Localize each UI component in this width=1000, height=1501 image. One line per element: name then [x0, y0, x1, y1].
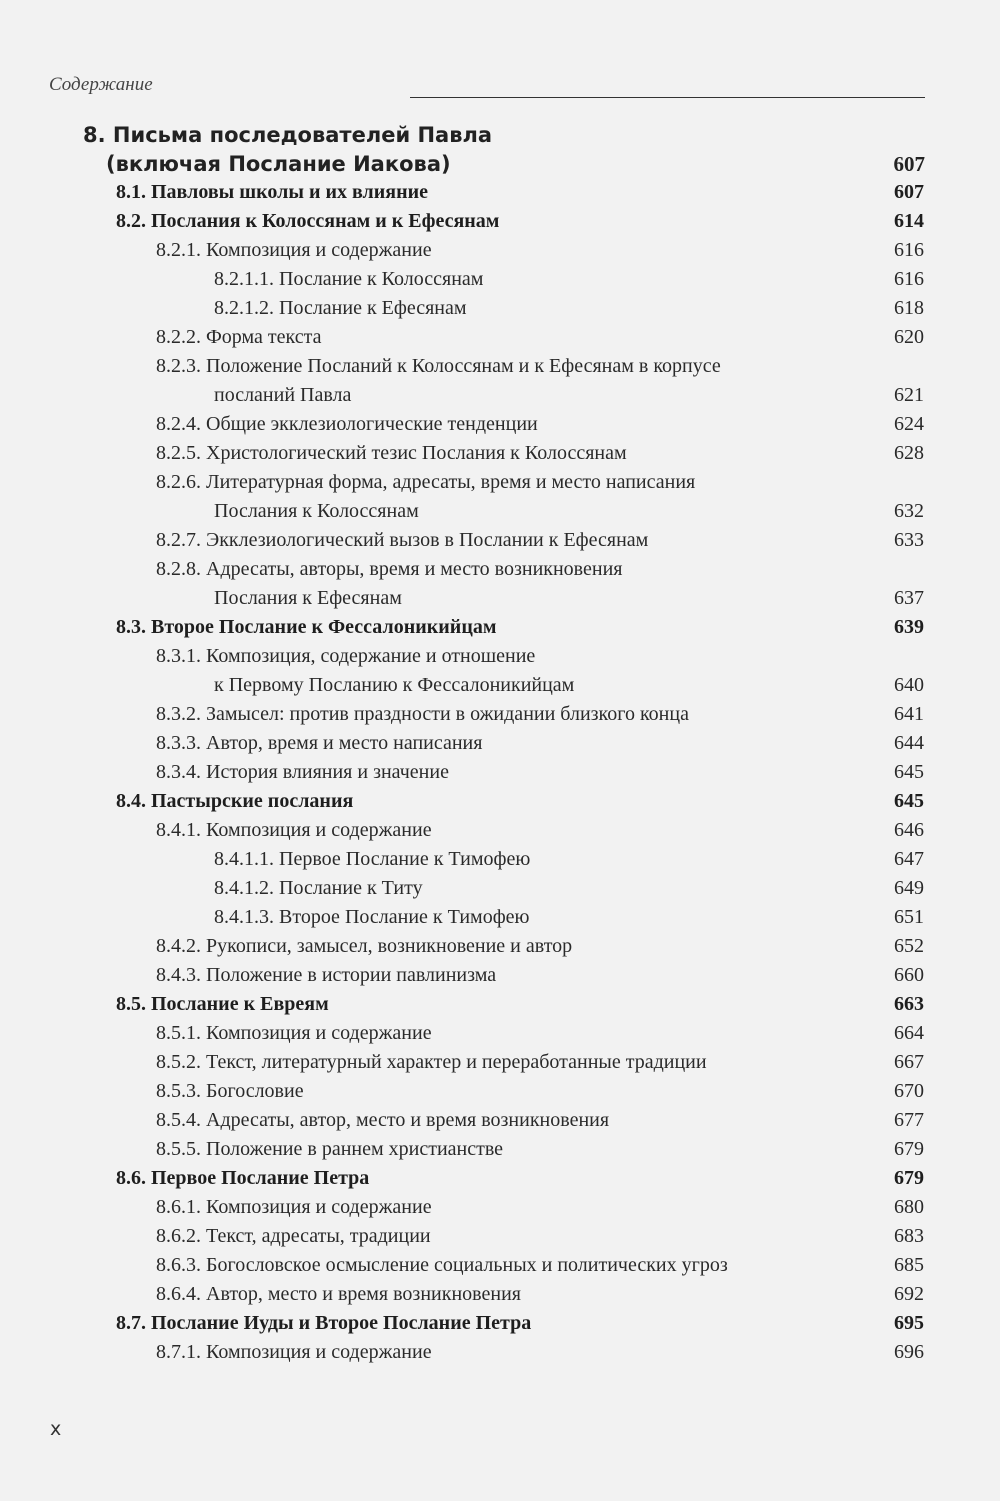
chapter-title-line2: (включая Послание Иакова) [106, 152, 451, 176]
toc-entry [0, 555, 1000, 584]
toc-entry-label: 8.4.1.1. Первое Послание к Тимофею [214, 848, 531, 870]
toc-entry-page: 677 [894, 1109, 924, 1131]
toc-entry-page: 679 [894, 1167, 924, 1189]
toc-entry-label: 8.2.6. Литературная форма, адресаты, время и место написания [156, 471, 696, 493]
toc-entry-label: 8.2.1. Композиция и содержание [156, 239, 432, 261]
toc-entry-page: 685 [894, 1254, 924, 1276]
toc-entry [0, 1280, 1000, 1309]
toc-entry [0, 787, 1000, 816]
toc-entry-label: 8.2.2. Форма текста [156, 326, 322, 348]
toc-entry-label: 8.2.3. Положение Посланий к Колоссянам и к Ефесянам в корпусе [156, 355, 721, 377]
toc-entry [0, 294, 1000, 323]
toc-entry [0, 990, 1000, 1019]
chapter-title-line2-row [83, 150, 925, 178]
toc-entry-page: 640 [894, 674, 924, 696]
toc-entry-page: 652 [894, 935, 924, 957]
toc-entry-page: 692 [894, 1283, 924, 1305]
running-header: Содержание [49, 74, 153, 95]
toc-entry-page: 628 [894, 442, 924, 464]
toc-entry [0, 1077, 1000, 1106]
toc-entry [0, 584, 1000, 613]
toc-entry-label: 8.5.4. Адресаты, автор, место и время возникновения [156, 1109, 610, 1131]
toc-entry [0, 1048, 1000, 1077]
toc-entry-page: 641 [894, 703, 924, 725]
toc-entry [0, 1135, 1000, 1164]
toc-entry [0, 874, 1000, 903]
toc-entry-page: 632 [894, 500, 924, 522]
toc-entry-page: 607 [894, 181, 924, 203]
toc-entry-page: 616 [894, 268, 924, 290]
toc-entry-label: 8.4.3. Положение в истории павлинизма [156, 964, 497, 986]
toc-entry [0, 1251, 1000, 1280]
toc-entry-label: 8.2.8. Адресаты, авторы, время и место возникновения [156, 558, 623, 580]
table-of-contents [0, 178, 1000, 1367]
toc-entry-label: Послания к Ефесянам [214, 587, 402, 609]
toc-entry-label: 8.5.1. Композиция и содержание [156, 1022, 432, 1044]
toc-entry [0, 700, 1000, 729]
toc-entry [0, 613, 1000, 642]
toc-entry-label: 8.5. Послание к Евреям [116, 993, 329, 1015]
toc-entry-label: 8.2.1.1. Послание к Колоссянам [214, 268, 484, 290]
toc-entry-label: 8.6. Первое Послание Петра [116, 1167, 370, 1189]
chapter-title-line1: 8. Письма последователей Павла [83, 123, 493, 147]
toc-entry-page: 683 [894, 1225, 924, 1247]
toc-entry-page: 639 [894, 616, 924, 638]
toc-entry-label: 8.2.5. Христологический тезис Послания к Колоссянам [156, 442, 627, 464]
toc-entry [0, 816, 1000, 845]
toc-entry-page: 616 [894, 239, 924, 261]
toc-entry [0, 526, 1000, 555]
toc-entry-label: 8.1. Павловы школы и их влияние [116, 181, 429, 203]
toc-entry [0, 381, 1000, 410]
toc-entry [0, 642, 1000, 671]
toc-entry-label: 8.6.1. Композиция и содержание [156, 1196, 432, 1218]
toc-entry-page: 695 [894, 1312, 924, 1334]
toc-entry-page: 644 [894, 732, 924, 754]
toc-entry [0, 497, 1000, 526]
toc-entry-page: 696 [894, 1341, 924, 1363]
toc-entry-page: 663 [894, 993, 924, 1015]
toc-entry [0, 932, 1000, 961]
toc-entry-page: 618 [894, 297, 924, 319]
toc-entry [0, 178, 1000, 207]
toc-entry-label: 8.2.7. Экклезиологический вызов в Послании к Ефесянам [156, 529, 649, 551]
toc-entry [0, 903, 1000, 932]
toc-entry-page: 637 [894, 587, 924, 609]
toc-entry-label: 8.2.4. Общие экклезиологические тенденции [156, 413, 538, 435]
toc-entry-label: 8.5.2. Текст, литературный характер и переработанные традиции [156, 1051, 707, 1073]
toc-entry-page: 633 [894, 529, 924, 551]
toc-entry-label: 8.6.2. Текст, адресаты, традиции [156, 1225, 431, 1247]
toc-entry-page: 670 [894, 1080, 924, 1102]
toc-entry-label: 8.3.3. Автор, время и место написания [156, 732, 483, 754]
toc-entry-label: 8.7.1. Композиция и содержание [156, 1341, 432, 1363]
toc-entry-page: 645 [894, 790, 924, 812]
toc-entry [0, 1019, 1000, 1048]
toc-entry [0, 1106, 1000, 1135]
toc-entry [0, 1338, 1000, 1367]
toc-entry-label: 8.3. Второе Послание к Фессалоникийцам [116, 616, 497, 638]
toc-entry-label: 8.2.1.2. Послание к Ефесянам [214, 297, 467, 319]
toc-entry-page: 660 [894, 964, 924, 986]
toc-entry-label: 8.3.4. История влияния и значение [156, 761, 449, 783]
toc-entry-label: 8.4.1.2. Послание к Титу [214, 877, 423, 899]
toc-entry [0, 352, 1000, 381]
toc-entry-page: 645 [894, 761, 924, 783]
toc-entry [0, 236, 1000, 265]
toc-entry-page: 680 [894, 1196, 924, 1218]
toc-entry [0, 207, 1000, 236]
toc-entry-page: 679 [894, 1138, 924, 1160]
toc-entry [0, 410, 1000, 439]
toc-entry [0, 845, 1000, 874]
toc-entry-page: 624 [894, 413, 924, 435]
toc-entry [0, 1193, 1000, 1222]
chapter-page-number: 607 [893, 152, 925, 176]
toc-entry-label: Послания к Колоссянам [214, 500, 419, 522]
toc-entry-label: 8.5.5. Положение в раннем христианстве [156, 1138, 504, 1160]
toc-entry [0, 1222, 1000, 1251]
toc-entry-label: 8.4.1.3. Второе Послание к Тимофею [214, 906, 530, 928]
toc-entry-label: 8.5.3. Богословие [156, 1080, 304, 1102]
toc-entry-label: 8.4. Пастырские послания [116, 790, 354, 812]
toc-entry-label: 8.7. Послание Иуды и Второе Послание Петра [116, 1312, 532, 1334]
toc-entry-label: к Первому Посланию к Фессалоникийцам [214, 674, 575, 696]
toc-entry-label: 8.6.4. Автор, место и время возникновения [156, 1283, 521, 1305]
toc-entry-label: 8.2. Послания к Колоссянам и к Ефесянам [116, 210, 500, 232]
toc-entry [0, 439, 1000, 468]
toc-entry [0, 961, 1000, 990]
toc-entry [0, 1164, 1000, 1193]
toc-entry-page: 647 [894, 848, 924, 870]
header-rule [410, 97, 925, 98]
folio-page-number: x [50, 1418, 62, 1440]
toc-entry [0, 729, 1000, 758]
toc-entry-label: посланий Павла [214, 384, 352, 406]
toc-entry-page: 620 [894, 326, 924, 348]
toc-entry [0, 671, 1000, 700]
toc-entry [0, 323, 1000, 352]
toc-entry [0, 758, 1000, 787]
toc-entry-label: 8.3.2. Замысел: против праздности в ожидании близкого конца [156, 703, 689, 725]
chapter-heading [83, 120, 925, 178]
toc-entry-label: 8.4.2. Рукописи, замысел, возникновение и автор [156, 935, 573, 957]
toc-entry-page: 667 [894, 1051, 924, 1073]
toc-entry-page: 621 [894, 384, 924, 406]
toc-entry [0, 468, 1000, 497]
toc-entry [0, 1309, 1000, 1338]
toc-entry-page: 614 [894, 210, 924, 232]
toc-entry-page: 646 [894, 819, 924, 841]
toc-entry-label: 8.4.1. Композиция и содержание [156, 819, 432, 841]
toc-entry-page: 651 [894, 906, 924, 928]
toc-entry-label: 8.3.1. Композиция, содержание и отношение [156, 645, 536, 667]
toc-entry-label: 8.6.3. Богословское осмысление социальных и политических угроз [156, 1254, 728, 1276]
toc-entry-page: 649 [894, 877, 924, 899]
toc-entry-page: 664 [894, 1022, 924, 1044]
toc-entry [0, 265, 1000, 294]
